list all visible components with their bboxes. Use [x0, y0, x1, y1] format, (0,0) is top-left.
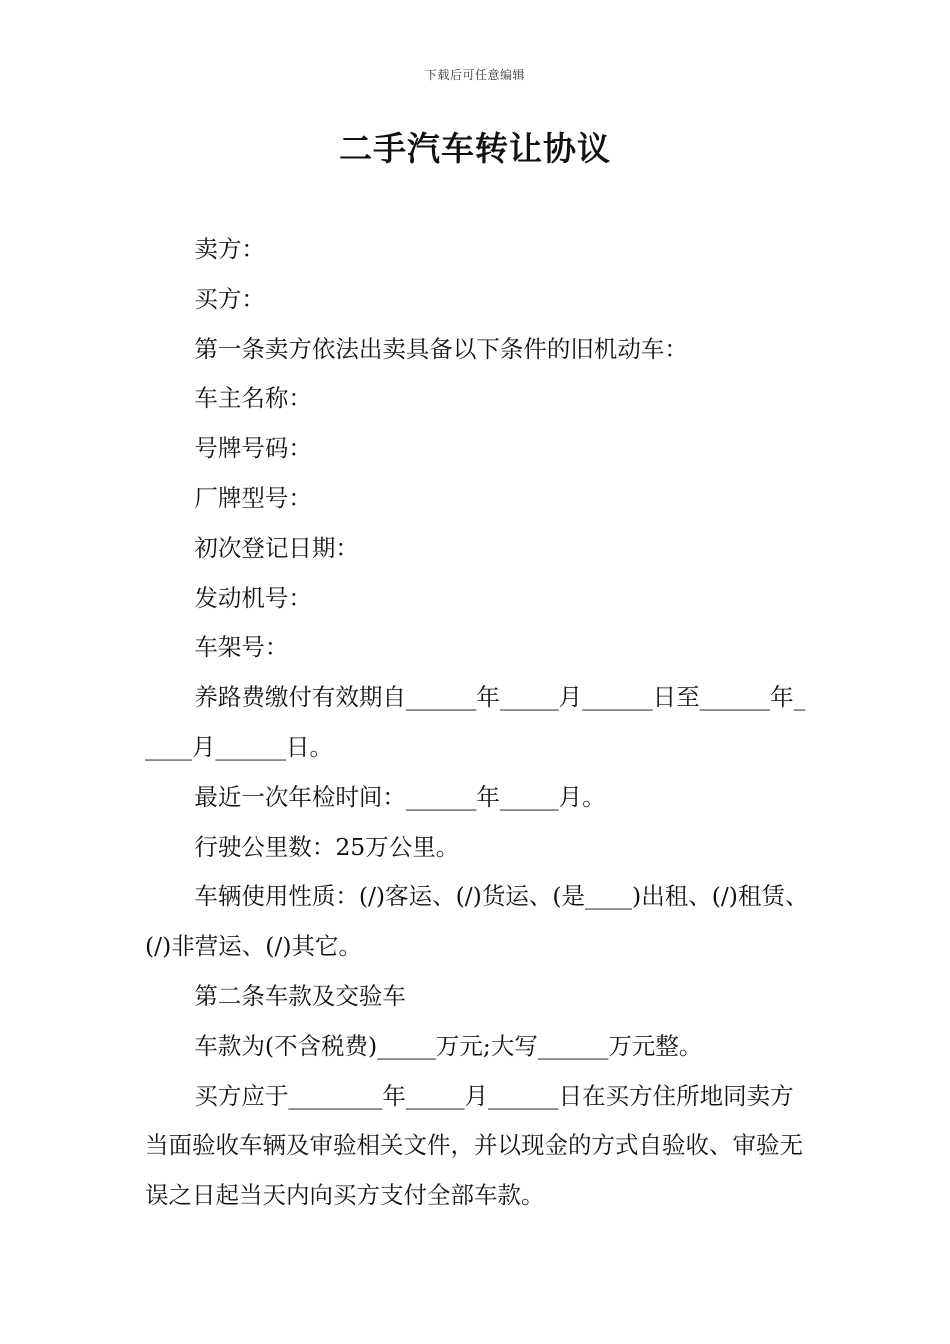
paragraph-plate-number: 号牌号码： — [194, 434, 312, 463]
paragraph-first-registration: 初次登记日期： — [194, 533, 359, 562]
paragraph-article-1: 第一条卖方依法出卖具备以下条件的旧机动车： — [194, 334, 688, 363]
paragraph-payment-terms: 买方应于________年_____月______日在买方住所地同卖方当面验收车辆及审验相关文件，并以现金的方式自验收、审验无误之日起当天内向买方支付全部车款。 — [145, 1081, 803, 1210]
document-body — [145, 225, 810, 1221]
paragraph-usage-type: 车辆使用性质：(/)客运、(/)货运、(是____)出租、(/)租赁、(/)非营运、(/)其它。 — [145, 882, 809, 961]
paragraph-engine-number: 发动机号： — [194, 583, 312, 612]
paragraph-buyer: 买方： — [194, 284, 265, 313]
paragraph-road-fee-period: 养路费缴付有效期自______年_____月______日至______年_____月______日。 — [145, 683, 806, 761]
paragraph-frame-number: 车架号： — [194, 633, 289, 662]
document-title: 二手汽车转让协议 — [339, 129, 611, 168]
paragraph-article-2: 第二条车款及交验车 — [194, 981, 406, 1010]
paragraph-owner-name: 车主名称： — [194, 384, 312, 413]
paragraph-mileage: 行驶公里数：25万公里。 — [194, 832, 460, 861]
paragraph-annual-inspection: 最近一次年检时间：______年_____月。 — [194, 782, 606, 811]
paragraph-seller: 卖方： — [194, 235, 265, 263]
paragraph-price: 车款为(不含税费)_____万元;大写______万元整。 — [194, 1031, 703, 1060]
page-header-note: 下载后可任意编辑 — [424, 68, 525, 82]
paragraph-brand-model: 厂牌型号： — [194, 483, 312, 512]
